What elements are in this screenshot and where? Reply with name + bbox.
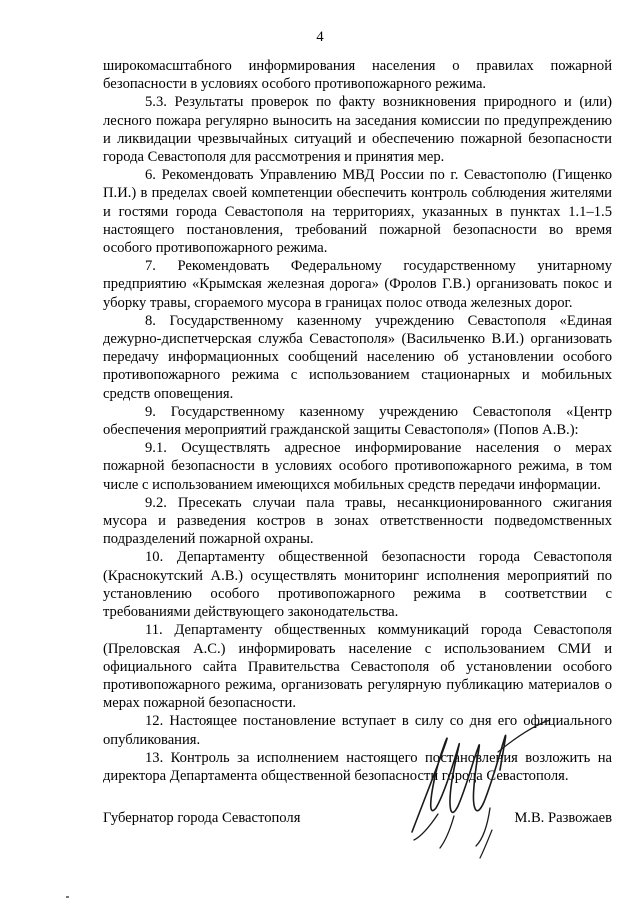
scan-mark — [66, 896, 69, 898]
paragraph-11: 11. Департаменту общественных коммуникаций города Севастополя (Преловская А.С.) информировать население с использованием СМИ и официального сайта Правительства Севастополя об установлении особого противопожарного режима, организовать регулярную публикацию материалов о мерах пожарной безопасности. — [103, 622, 612, 712]
paragraph-continuation: широкомасштабного информирования населения о правилах пожарной безопасности в условиях особого противопожарного режима. — [103, 58, 612, 93]
document-body — [103, 57, 612, 785]
paragraph-6: 6. Рекомендовать Управлению МВД России по г. Севастополю (Гищенко П.И.) в пределах своей компетенции обеспечить контроль соблюдения жителями и гостями города Севастополя на территориях, указанных в пунктах 1.1–1.5 настоящего постановления, требований пожарной безопасности во время особого противопожарного режима. — [103, 167, 612, 257]
paragraph-8: 8. Государственному казенному учреждению Севастополя «Единая дежурно-диспетчерская служба Севастополя» (Васильченко В.И.) организовать передачу информационных сообщений населению об установлении особого противопожарного режима с использованием стационарных и мобильных средств оповещения. — [103, 312, 612, 402]
paragraph-9-2: 9.2. Пресекать случаи пала травы, несанкционированного сжигания мусора и разведения костров в зонах ответственности подведомственных подразделений пожарной охраны. — [103, 494, 612, 548]
page-number: 4 — [316, 29, 324, 45]
paragraph-5-3: 5.3. Результаты проверок по факту возникновения природного и (или) лесного пожара регулярно выносить на заседания комиссии по предупреждению и ликвидации чрезвычайных ситуаций и обеспечению пожарной безопасности города Севастополя для рассмотрения и принятия мер. — [103, 94, 612, 166]
signatory-name: М.В. Развожаев — [514, 810, 612, 826]
paragraph-9-1: 9.1. Осуществлять адресное информирование населения о мерах пожарной безопасности в условиях особого противопожарного режима, в том числе с использованием имеющихся мобильных средств передачи информации. — [103, 440, 612, 493]
paragraph-10: 10. Департаменту общественной безопасности города Севастополя (Краснокутский А.В.) осуществлять мониторинг исполнения мероприятий по установлению особого противопожарного режима в соответствии с требованиями действующего законодательства. — [103, 549, 612, 621]
signatory-position: Губернатор города Севастополя — [103, 810, 301, 826]
handwritten-signature — [380, 690, 560, 870]
paragraph-7: 7. Рекомендовать Федеральному государственному унитарному предприятию «Крымская железная дорога» (Фролов Г.В.) организовать покос и уборку травы, сгораемого мусора в границах полос отвода железных дорог. — [103, 258, 612, 311]
paragraph-9: 9. Государственному казенному учреждению Севастополя «Центр обеспечения мероприятий гражданской защиты Севастополя» (Попов А.В.): — [103, 403, 612, 439]
signature-block — [103, 809, 612, 829]
paragraph-12: 12. Настоящее постановление вступает в силу со дня его официального опубликования. — [103, 713, 612, 748]
paragraph-13: 13. Контроль за исполнением настоящего постановления возложить на директора Департамента общественной безопасности города Севастополя. — [103, 749, 612, 784]
